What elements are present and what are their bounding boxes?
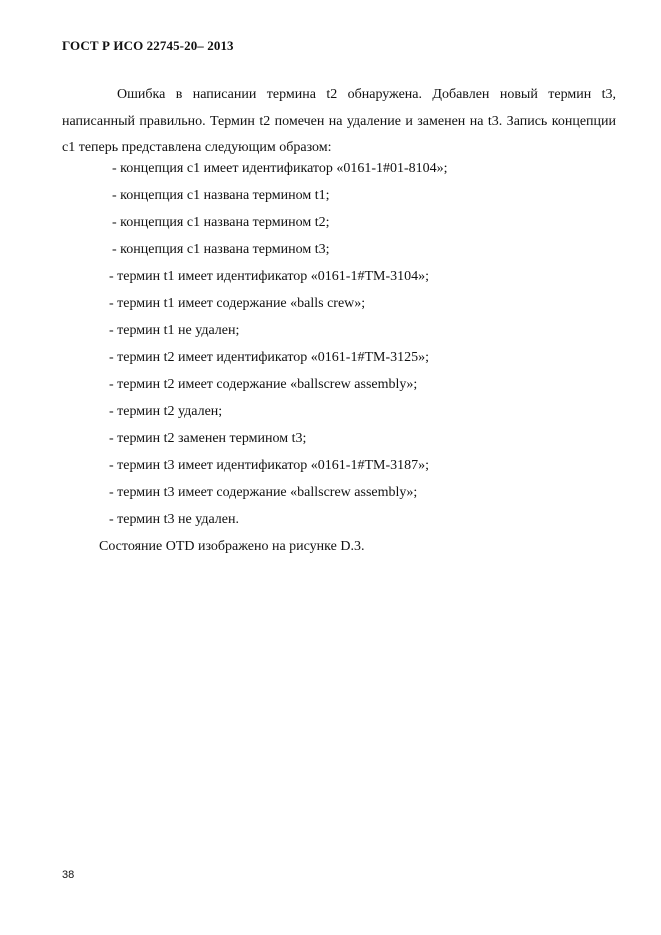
list-item: - концепция с1 имеет идентификатор «0161-1#01-8104»; xyxy=(112,161,448,176)
document-header-title: ГОСТ Р ИСО 22745-20– 2013 xyxy=(62,38,234,53)
list-item: - термин t3 не удален. xyxy=(109,512,239,527)
intro-paragraph: Ошибка в написании термина t2 обнаружена. Добавлен новый термин t3, написанный правильно. Термин t2 помечен на удаление и заменен на t3. Запись концепции c1 теперь представлена следующим образом: xyxy=(62,87,616,156)
list-item: - термин t3 имеет содержание «ballscrew assembly»; xyxy=(109,485,418,500)
list-item: - концепция с1 названа термином t3; xyxy=(112,242,330,257)
list-item: - термин t2 удален; xyxy=(109,404,223,419)
list-item: - термин t1 имеет содержание «balls crew»; xyxy=(109,296,366,311)
list-item: - термин t3 имеет идентификатор «0161-1#TM-3187»; xyxy=(109,458,429,473)
list-item: - термин t1 имеет идентификатор «0161-1#TM-3104»; xyxy=(109,269,429,284)
page-number: 38 xyxy=(62,869,75,881)
list-item: - термин t2 имеет идентификатор «0161-1#TM-3125»; xyxy=(109,350,429,365)
list-item: - термин t2 имеет содержание «ballscrew assembly»; xyxy=(109,377,418,392)
list-item: - термин t1 не удален; xyxy=(109,323,240,338)
list-item: - концепция с1 названа термином t1; xyxy=(112,188,330,203)
list-item: - концепция с1 названа термином t2; xyxy=(112,215,330,230)
list-item: - термин t2 заменен термином t3; xyxy=(109,431,307,446)
closing-sentence: Состояние OTD изображено на рисунке D.3. xyxy=(99,539,365,554)
